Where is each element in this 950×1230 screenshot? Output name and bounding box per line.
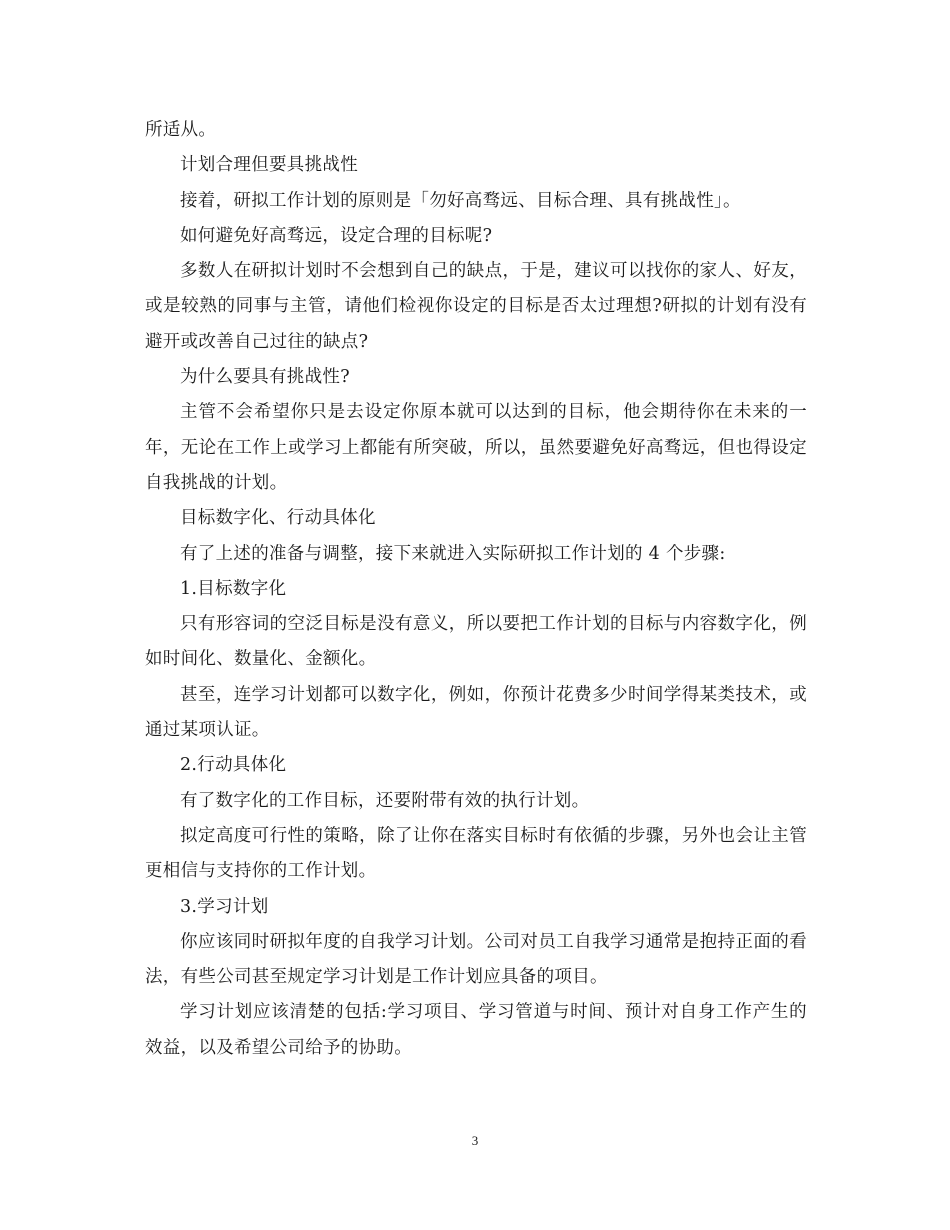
document-body — [145, 113, 807, 1066]
paragraph: 多数人在研拟计划时不会想到自己的缺点，于是，建议可以找你的家人、好友，或是较熟的同事与主管，请他们检视你设定的目标是否太过理想?研拟的计划有没有避开或改善自己过往的缺点? — [145, 261, 807, 352]
paragraph: 甚至，连学习计划都可以数字化，例如，你预计花费多少时间学得某类技术，或通过某项认证。 — [145, 684, 807, 741]
step-heading: 1.目标数字化 — [180, 578, 287, 599]
paragraph: 主管不会希望你只是去设定你原本就可以达到的目标，他会期待你在未来的一年，无论在工作上或学习上都能有所突破，所以，虽然要避免好高骛远，但也得设定自我挑战的计划。 — [145, 402, 807, 493]
paragraph: 接着，研拟工作计划的原则是「勿好高骛远、目标合理、具有挑战性」。 — [180, 190, 741, 211]
paragraph: 学习计划应该清楚的包括:学习项目、学习管道与时间、预计对自身工作产生的效益，以及希望公司给予的协助。 — [145, 1002, 807, 1058]
paragraph: 有了上述的准备与调整，接下来就进入实际研拟工作计划的 4 个步骤: — [180, 543, 726, 564]
section-heading: 计划合理但要具挑战性 — [180, 155, 358, 176]
step-heading: 3.学习计划 — [180, 896, 269, 917]
paragraph: 有了数字化的工作目标，还要附带有效的执行计划。 — [180, 790, 590, 811]
paragraph: 只有形容词的空泛目标是没有意义，所以要把工作计划的目标与内容数字化，例如时间化、数量化、金额化。 — [145, 614, 807, 670]
paragraph: 所适从。 — [145, 120, 217, 140]
paragraph: 为什么要具有挑战性? — [180, 367, 350, 388]
paragraph: 如何避免好高骛远，设定合理的目标呢? — [180, 225, 493, 246]
section-heading: 目标数字化、行动具体化 — [180, 508, 376, 529]
step-heading: 2.行动具体化 — [180, 755, 287, 776]
paragraph: 拟定高度可行性的策略，除了让你在落实目标时有依循的步骤，另外也会让主管更相信与支持你的工作计划。 — [145, 825, 807, 882]
paragraph: 你应该同时研拟年度的自我学习计划。公司对员工自我学习通常是抱持正面的看法，有些公司甚至规定学习计划是工作计划应具备的项目。 — [145, 931, 807, 988]
page-number: 3 — [471, 1133, 479, 1148]
